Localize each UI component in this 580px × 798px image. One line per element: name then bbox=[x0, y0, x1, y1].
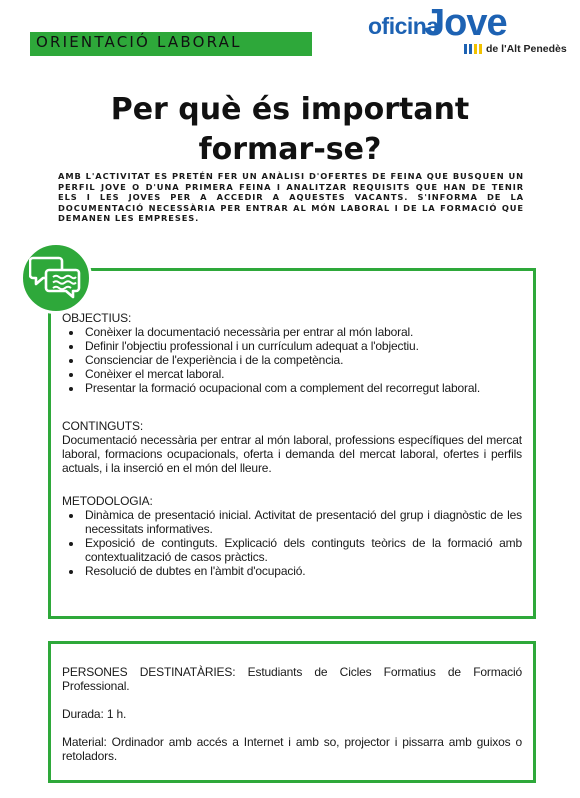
metodologia-item: • Exposició de continguts. Explicació dels continguts teòrics de la formació amb contextualització de casos pràctics. bbox=[83, 536, 522, 564]
durada-text: Durada: 1 h. bbox=[62, 707, 127, 721]
logo-bars bbox=[464, 44, 484, 62]
continguts-text: Documentació necessària per entrar al món laboral, professions específiques del mercat laboral, formacions ocupacionals, oferta i demanda del mercat laboral, ofertes i perfils actuals, i la inserció en el món del lleure. bbox=[62, 433, 522, 475]
section-title: ORIENTACIÓ LABORAL bbox=[36, 33, 242, 51]
objectius-item: • Conèixer el mercat laboral. bbox=[83, 367, 522, 381]
oficina-jove-logo bbox=[368, 4, 578, 56]
metodologia-section bbox=[62, 494, 522, 578]
intro-text: AMB L'ACTIVITAT ES PRETÉN FER UN ANÀLISI D'OFERTES DE FEINA QUE BUSQUEN UN PERFIL JOVE O D'UNA PRIMERA FEINA I ANALITZAR REQUISITS QUE HAN DE TENIR ELS I LES JOVES PER A ACCEDIR A AQUESTES VACANTS. S'INFORMA DE LA DOCUMENTACIÓ NECESSÀRIA PER ENTRAR AL MÓN LABORAL I DE LA FORMACIÓ QUE DEMANEN LES EMPRESES. bbox=[58, 171, 524, 224]
metodologia-heading: METODOLOGIA: bbox=[62, 494, 153, 508]
metodologia-item: • Dinàmica de presentació inicial. Activitat de presentació del grup i diagnòstic de les necessitats informatives. bbox=[83, 508, 522, 536]
continguts-section bbox=[62, 419, 522, 475]
page-title-line-2: formar-se? bbox=[198, 132, 382, 167]
chat-bubbles-icon bbox=[20, 242, 92, 314]
destinataries-text: PERSONES DESTINATÀRIES: Estudiants de Cicles Formatius de Formació Professional. bbox=[62, 665, 522, 693]
objectius-item: • Conscienciar de l'experiència i de la competència. bbox=[83, 353, 522, 367]
objectius-section bbox=[62, 311, 522, 395]
page-title bbox=[0, 90, 580, 170]
logo-word-oficina: oficina bbox=[368, 13, 439, 39]
logo-subtitle: de l'Alt Penedès bbox=[486, 43, 567, 55]
page-title-line-1: Per què és important bbox=[110, 92, 470, 127]
metodologia-item: • Resolució de dubtes en l'àmbit d'ocupació. bbox=[83, 564, 522, 578]
activity-info bbox=[62, 665, 522, 763]
objectius-list bbox=[62, 325, 522, 395]
chat-bubbles-icon-graphic bbox=[29, 254, 83, 304]
objectius-item: • Conèixer la documentació necessària per entrar al món laboral. bbox=[83, 325, 522, 339]
objectius-heading: OBJECTIUS: bbox=[62, 311, 132, 325]
continguts-heading: CONTINGUTS: bbox=[62, 419, 144, 433]
objectius-item: • Presentar la formació ocupacional com a complement del recorregut laboral. bbox=[83, 381, 522, 395]
logo-word-jove: Jove bbox=[424, 2, 507, 44]
material-text: Material: Ordinador amb accés a Internet i amb so, projector i pissarra amb guixos o retoladors. bbox=[62, 735, 522, 763]
metodologia-list bbox=[62, 508, 522, 578]
objectius-item: • Definir l'objectiu professional i un currículum adequat a l'objectiu. bbox=[83, 339, 522, 353]
